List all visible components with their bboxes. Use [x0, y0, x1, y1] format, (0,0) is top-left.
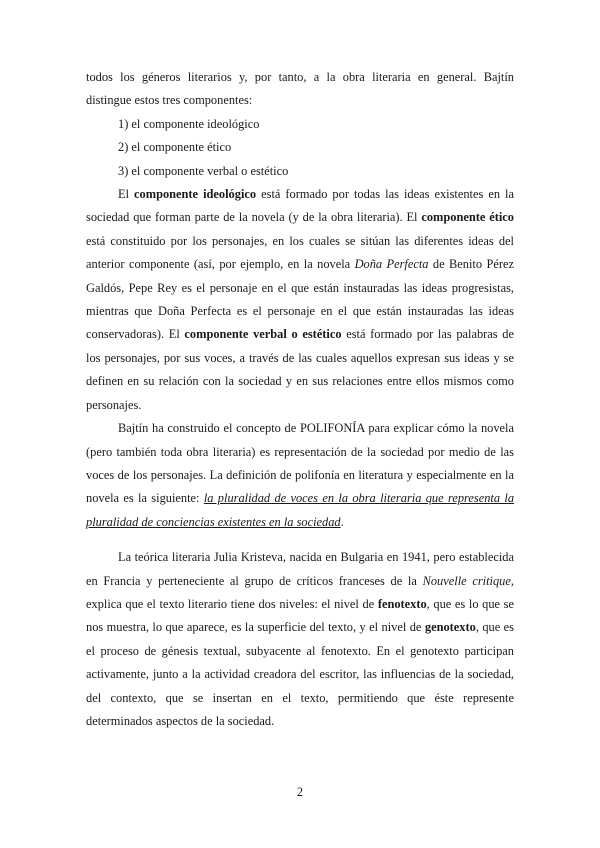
term-fenotexto: fenotexto [377, 596, 427, 611]
title-dona-perfecta: Doña Perfecta [354, 257, 429, 272]
text-run: , que es lo que se nos muestra, lo que aparece, es la superficie del texto, y el nivel de [86, 596, 514, 635]
paragraph-kristeva [86, 546, 514, 733]
text-run: de Benito Pérez Galdós, Pepe Rey es el personaje en el que están instauradas las ideas progresistas, mientras que Doña Perfecta es el personaje en el que están instauradas las ideas conservadoras). El [86, 257, 514, 342]
term-genotexto: genotexto [424, 620, 476, 635]
text-run: está formado por todas las ideas existentes en la sociedad que forman parte de la novela (y de la obra literaria). El [86, 187, 515, 225]
text-line: distingue estos tres componentes: [86, 93, 253, 108]
list-item-verbal: 3) el componente verbal o estético [118, 163, 289, 178]
text-run: está formado por las palabras de los personajes, por sus voces, a través de las cuales aquellos expresan sus ideas y se definen en su relación con la sociedad y en sus relaciones entre ellos mismos como personajes. [86, 327, 514, 412]
paragraph-continuation [86, 66, 514, 113]
text-run: , que es el proceso de génesis textual, subyacente al fenotexto. En el genotexto participan activamente, junto a la actividad creadora del escritor, las influencias de la sociedad, del contexto, que se insertan en el texto, permitiendo que éste represente determinados aspectos de la sociedad. [86, 620, 515, 728]
list-item-etico: 2) el componente ético [118, 140, 232, 155]
body-text [86, 66, 514, 733]
text-run: La teórica literaria Julia Kristeva, nacida en Bulgaria en 1941, pero establecida en Francia y perteneciente al grupo de críticos franceses de la [86, 550, 514, 588]
list-item-ideologico: 1) el componente ideológico [118, 116, 260, 131]
text-run: El [118, 187, 135, 202]
text-run: , explica que el texto literario tiene dos niveles: el nivel de [86, 573, 514, 611]
text-run: . [340, 514, 344, 529]
term-componente-ideologico: componente ideológico [134, 187, 257, 202]
term-componente-verbal: componente verbal o estético [184, 327, 342, 342]
term-componente-etico: componente ético [421, 210, 514, 225]
text-run: Bajtín ha construido el concepto de POLIFONÍA para explicar cómo la novela (pero también toda obra literaria) es representación de la sociedad por medio de las voces de los personajes. La definición de polifonía en literatura y especialmente en la novela es la siguiente: [86, 421, 514, 506]
text-run: está constituido por los personajes, en los cuales se sitúan las diferentes ideas del anterior componente (así, por ejemplo, en la novela [86, 233, 514, 272]
term-nouvelle-critique: Nouvelle critique [422, 573, 511, 588]
definition-polifonia: la pluralidad de voces en la obra literaria que representa la pluralidad de conciencias existentes en la sociedad [86, 491, 515, 529]
text-line: todos los géneros literarios y, por tanto, a la obra literaria en general. Bajtín [86, 70, 514, 84]
paragraph-polifonia [86, 417, 514, 534]
page-number: 2 [296, 785, 304, 799]
paragraph-componentes [86, 183, 514, 417]
